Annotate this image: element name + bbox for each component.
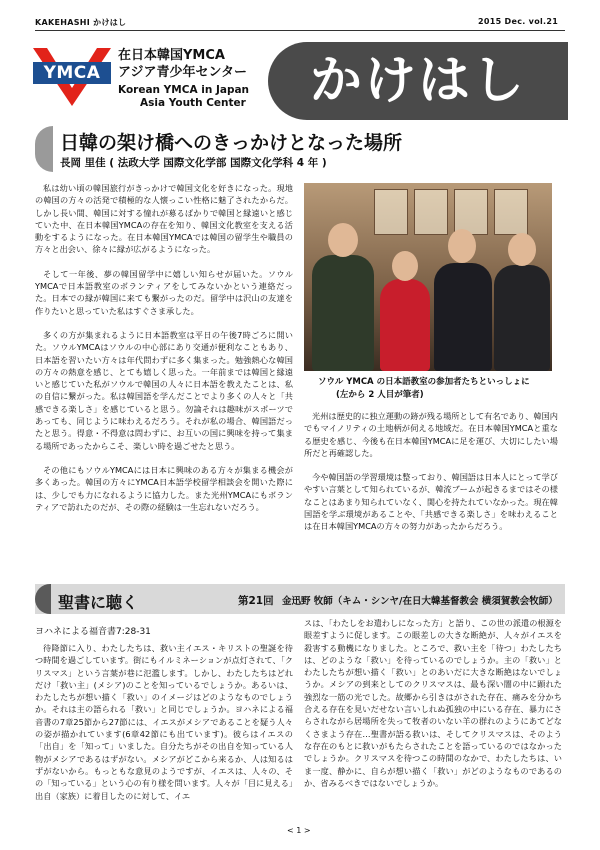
person-figure xyxy=(494,265,550,371)
window-pane xyxy=(374,189,408,235)
article-title: 日韓の架け橋へのきっかけとなった場所 xyxy=(60,132,403,154)
paragraph: 今や韓国語の学習環境は整っており、韓国語は日本人にとって学びやすい言葉として知られているが、韓流ブームが起きるまではその様なことはあまり知られていなく、関心を持たれていなかった。現在韓国語を学ぶ環境があることや、「共感できる楽しさ」を味わえることは在日本韓国YMCAの方々の努力があったからだろう。 xyxy=(304,472,558,532)
header-left: KAKEHASHI かけはし xyxy=(35,18,127,27)
bible-left-column: 待降節に入り、わたしたちは、救い主イエス・キリストの聖誕を待つ時間を過ごしています。街にもイルミネーションが点灯されて、「クリスマス」という言葉が巷に氾濫します。しかし、わたしたちはどれだけ「救い主」(メシア)のことを知っているでしょうか。あるいは、わたしたちが想い描く「救い」のイメージはどのようなものでしょうか。それは主の語られる「救い」と同じでしょうか。ヨハネによる福音書の7章25節から27節には、イエスがメシアであることを疑う人々の姿が描かれています(6章42節にも出ています)。彼らはイエスの「出自」を「知って」いました。自分たちがその出自を知っている人物がメシアであるはずがない。メシアがどこから来るか、人は知るはずがないから。もっともな意見のようですが、イエスは、人々の、その「知っている」という心の有り様を問います。人々が「目に見える」出自（家族）に着目したのに対して、イエ xyxy=(35,643,293,801)
org-name-en-1: Korean YMCA in Japan xyxy=(118,84,250,96)
window-pane xyxy=(454,189,488,235)
person-figure xyxy=(312,255,374,371)
section-title: 聖書に聴く xyxy=(58,593,139,612)
person-head xyxy=(392,251,418,281)
person-head xyxy=(328,223,358,257)
person-figure xyxy=(434,263,492,371)
org-name-jp-1: 在日本韓国YMCA xyxy=(118,48,225,63)
section-issue: 第21回 xyxy=(238,595,274,607)
paragraph: 光州は歴史的に独立運動の跡が残る場所として有名であり、韓国内でもマイノリティの土地柄が伺える地域だ。在日本韓国YMCAと重なる歴史を感じ、今後も在日本韓国YMCAに足を運び、大切にしたい場所だと再確認した。 xyxy=(304,411,558,458)
bible-right-column: スは、「わたしをお遣わしになった方」と語り、この世の派遣の根源を眼差すように促します。この眼差しの大きな断絶が、人々がイエスを殺害する動機になりました。ところで、救い主を「待つ」わたしたちは、どのような「救い」を待っているのでしょうか。主の「救い」とわたしたちが想い描く「救い」とのあいだに大きな断絶はないでしょうか。メシアの到来としてのクリスマスは、最も深い闇の中に顕れた強烈な一筋の光でした。故郷から引きはがされた存在、痛みを分かち合える存在を見いだせない言いしれぬ孤独の中にいる存在、暴力にさらされながら居場所を失って牧者のいない羊の群れのようにあてどなくさまよう存在…聖書が語る救いは、そしてクリスマスは、そのような存在のもとに救いがもたらされたことを語っているのではなかったでしょうか。クリスマスを待つこの時間のなかで、わたしたちは、いま一度、静かに、自らが想い描く「救い」がどのようなものであるのか、省みるべきではないでしょうか。 xyxy=(304,618,562,788)
article-photo xyxy=(304,183,552,371)
org-name-en-2: Asia Youth Center xyxy=(140,97,246,109)
paragraph: 多くの方が集まれるように日本語教室は平日の午後7時ごろに開いた。ソウルYMCAはソウルの中心部にあり交通が便利なこともあり、日本語を習いたい方々は年代問わずに多く集まった。勉強熱心な韓国の方々の熱意を感じ、とても嬉しく思った。一年前までは韓国と縁遠いと感じていた私がソウルで韓国の人々に日本語を教えたことは、私の自信に繋がった。私は韓国語を学んだことでより多くの人々と「共感できる楽しさ」を感じていると思う。勿論それは趣味がスポーツであっても、同じように味わえるだろう。それが私の場合、韓国語だったと思う。得意・不得意は問わずに、お互いの国に興味を持って集まる場所であったからこそ、楽しい時を過ごせたと思う。 xyxy=(35,329,293,451)
article-byline: 長岡 里佳 ( 法政大学 国際文化学部 国際文化学科 4 年 ) xyxy=(60,157,327,169)
paragraph: そして一年後、夢の韓国留学中に嬉しい知らせが届いた。ソウルYMCAで日本語教室のボランティアをしてみないかという連絡だった。日本での縁が韓国に来ても繋がったのだ。留学中は沢山の友達を作りたいと思っていた私はすぐさま承した。 xyxy=(35,268,293,316)
photo-caption-note: (左から 2 人目が筆者) xyxy=(336,390,424,400)
header-issue: 2015 Dec. vol.21 xyxy=(478,17,559,26)
person-head xyxy=(508,233,536,266)
article-left-column xyxy=(35,182,293,525)
paragraph: 私は幼い頃の韓国旅行がきっかけで韓国文化を好きになった。現地の韓国の方々の活発で積極的な人懐っこい性格に魅了されたからだ。しかし長い間、韓国に対する憧れが募るばかりで韓国と縁遠いと感じていた中、在日本韓国YMCAの存在を知り、韓国文化教室を支える活動をするようになった。在日本韓国YMCAでは韓国の留学生や職員の方々と出会い、徐々に縁が広がるようになった。 xyxy=(35,183,293,255)
ymca-logo xyxy=(33,48,111,108)
window-pane xyxy=(414,189,448,235)
header-rule xyxy=(35,30,565,31)
masthead-title: かけはし xyxy=(309,51,526,111)
section-author: 金迅野 牧師（キム・シンヤ/在日大韓基督教会 横須賀教会牧師） xyxy=(282,596,558,607)
page-number: < 1 > xyxy=(287,826,311,835)
window-pane xyxy=(494,189,528,235)
paragraph: その他にもソウルYMCAには日本に興味のある方々が集まる機会が多くあった。韓国の方々にYMCA日本語学校留学相談会を開いた際には、少しでも力になれるように協力した。また光州YMCAにもボランティアで訪れたのだが、その際の経験は一生忘れないだろう。 xyxy=(35,464,293,512)
person-head xyxy=(448,229,476,263)
bible-verse: ヨハネによる福音書7:28-31 xyxy=(35,627,151,637)
headline-tab xyxy=(35,126,53,172)
logo-text: YMCA xyxy=(43,63,101,83)
person-figure xyxy=(380,279,430,371)
article-right-column xyxy=(304,410,558,545)
org-name-jp-2: アジア青少年センター xyxy=(118,65,247,80)
masthead-banner xyxy=(268,42,568,120)
photo-caption: ソウル YMCA の日本語教室の参加者たちといっしょに xyxy=(318,377,530,387)
